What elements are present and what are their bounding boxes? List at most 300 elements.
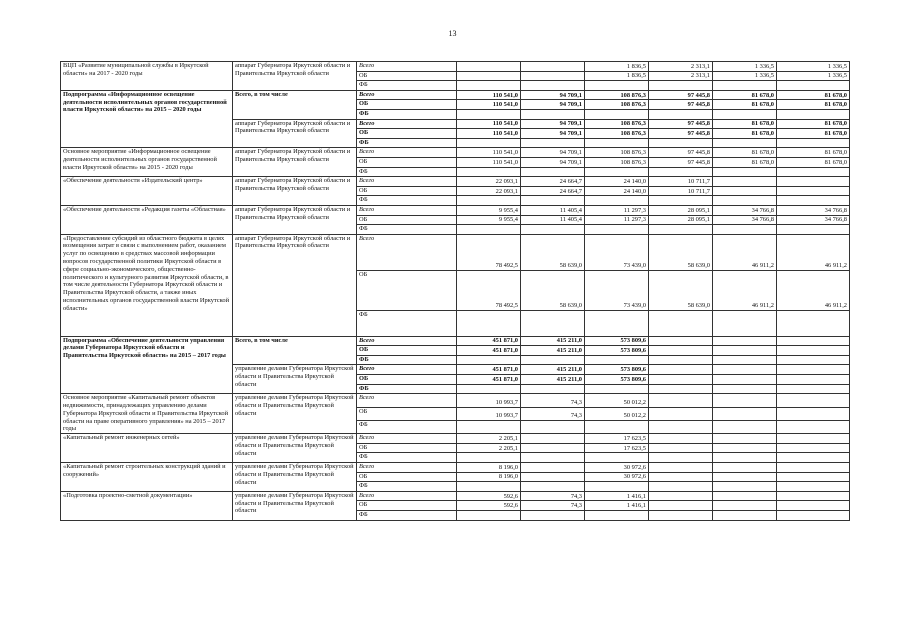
year-amount-cell: 110 541,0 [457, 129, 521, 139]
year-amount-cell [777, 81, 850, 91]
year-amount-cell: 1 336,5 [777, 71, 850, 81]
year-amount-cell [777, 394, 850, 407]
year-amount-cell: 81 678,0 [777, 100, 850, 110]
year-amount-cell: 46 911,2 [777, 270, 850, 310]
year-amount-cell: 46 911,2 [713, 234, 777, 270]
year-amount-cell [777, 225, 850, 235]
year-amount-cell [713, 196, 777, 206]
year-amount-cell: 81 678,0 [777, 90, 850, 100]
year-amount-cell [457, 167, 521, 177]
funding-source: ФБ [357, 453, 457, 463]
executor-name: аппарат Губернатора Иркутской области и Правительства Иркутской области [233, 62, 357, 91]
year-amount-cell [777, 453, 850, 463]
year-amount-cell [713, 510, 777, 520]
year-amount-cell [649, 365, 713, 375]
executor-name: аппарат Губернатора Иркутской области и Правительства Иркутской области [233, 119, 357, 148]
year-amount-cell [585, 510, 649, 520]
year-amount-cell [649, 501, 713, 511]
funding-source: ОБ [357, 71, 457, 81]
year-amount-cell: 24 664,7 [521, 177, 585, 187]
year-amount-cell [713, 186, 777, 196]
year-amount-cell [649, 491, 713, 501]
year-amount-cell: 108 876,3 [585, 157, 649, 167]
year-amount-cell [585, 384, 649, 394]
year-amount-cell: 11 297,3 [585, 215, 649, 225]
year-amount-cell [713, 177, 777, 187]
program-name: ВЦП «Развитие муниципальной службы в Иркутской области» на 2017 - 2020 годы [61, 62, 233, 91]
year-amount-cell [521, 81, 585, 91]
year-amount-cell: 11 405,4 [521, 205, 585, 215]
executor-name: управление делами Губернатора Иркутской области и Правительства Иркутской области [233, 434, 357, 463]
year-amount-cell [457, 510, 521, 520]
year-amount-cell: 81 678,0 [777, 157, 850, 167]
year-amount-cell [457, 482, 521, 492]
year-amount-cell [521, 443, 585, 453]
year-amount-cell: 81 678,0 [713, 129, 777, 139]
year-amount-cell: 24 664,7 [521, 186, 585, 196]
year-amount-cell: 592,6 [457, 491, 521, 501]
funding-source: ФБ [357, 196, 457, 206]
year-amount-cell: 97 445,8 [649, 157, 713, 167]
year-amount-cell [649, 138, 713, 148]
table-row [61, 336, 850, 346]
funding-source: ОБ [357, 270, 457, 310]
year-amount-cell [713, 346, 777, 356]
budget-table [60, 61, 850, 521]
year-amount-cell: 74,3 [521, 491, 585, 501]
table-row [61, 205, 850, 215]
year-amount-cell [777, 355, 850, 365]
funding-source: ФБ [357, 109, 457, 119]
year-amount-cell [521, 71, 585, 81]
year-amount-cell: 10 711,7 [649, 177, 713, 187]
year-amount-cell [713, 355, 777, 365]
year-amount-cell: 415 211,0 [521, 346, 585, 356]
year-amount-cell: 451 871,0 [457, 336, 521, 346]
year-amount-cell [457, 225, 521, 235]
year-amount-cell [649, 443, 713, 453]
funding-source: Всего [357, 491, 457, 501]
year-amount-cell [585, 482, 649, 492]
year-amount-cell: 573 809,6 [585, 375, 649, 385]
year-amount-cell [457, 355, 521, 365]
year-amount-cell: 34 766,8 [713, 215, 777, 225]
executor-name: Всего, в том числе [233, 336, 357, 365]
year-amount-cell [713, 336, 777, 346]
year-amount-cell [457, 71, 521, 81]
year-amount-cell [521, 453, 585, 463]
year-amount-cell [649, 81, 713, 91]
funding-source: ФБ [357, 81, 457, 91]
executor-name: управление делами Губернатора Иркутской области и Правительства Иркутской области [233, 463, 357, 492]
year-amount-cell [713, 81, 777, 91]
year-amount-cell: 1 416,1 [585, 491, 649, 501]
year-amount-cell [585, 109, 649, 119]
year-amount-cell: 28 095,1 [649, 215, 713, 225]
funding-source: Всего [357, 463, 457, 473]
executor-name: аппарат Губернатора Иркутской области и Правительства Иркутской области [233, 234, 357, 336]
year-amount-cell [713, 225, 777, 235]
program-name: «Капитальный ремонт инженерных сетей» [61, 434, 233, 463]
year-amount-cell [585, 453, 649, 463]
funding-source: ФБ [357, 138, 457, 148]
year-amount-cell [521, 167, 585, 177]
year-amount-cell [585, 138, 649, 148]
year-amount-cell [521, 384, 585, 394]
year-amount-cell [777, 472, 850, 482]
year-amount-cell: 81 678,0 [777, 129, 850, 139]
year-amount-cell: 9 955,4 [457, 215, 521, 225]
year-amount-cell [585, 225, 649, 235]
year-amount-cell [713, 420, 777, 433]
year-amount-cell [777, 138, 850, 148]
funding-source: ОБ [357, 501, 457, 511]
year-amount-cell [777, 336, 850, 346]
year-amount-cell: 11 297,3 [585, 205, 649, 215]
year-amount-cell: 81 678,0 [713, 90, 777, 100]
year-amount-cell: 10 711,7 [649, 186, 713, 196]
year-amount-cell [713, 394, 777, 407]
year-amount-cell: 94 709,1 [521, 119, 585, 129]
year-amount-cell [521, 62, 585, 72]
year-amount-cell [777, 407, 850, 420]
year-amount-cell: 97 445,8 [649, 119, 713, 129]
table-row [61, 148, 850, 158]
year-amount-cell: 73 439,0 [585, 234, 649, 270]
year-amount-cell: 22 093,1 [457, 186, 521, 196]
year-amount-cell [649, 109, 713, 119]
year-amount-cell: 573 809,6 [585, 365, 649, 375]
year-amount-cell: 46 911,2 [713, 270, 777, 310]
year-amount-cell [777, 434, 850, 444]
year-amount-cell [713, 501, 777, 511]
year-amount-cell: 94 709,1 [521, 90, 585, 100]
year-amount-cell: 110 541,0 [457, 90, 521, 100]
year-amount-cell: 415 211,0 [521, 336, 585, 346]
funding-source: ОБ [357, 443, 457, 453]
year-amount-cell [521, 196, 585, 206]
year-amount-cell [649, 510, 713, 520]
year-amount-cell [649, 434, 713, 444]
year-amount-cell: 108 876,3 [585, 119, 649, 129]
year-amount-cell: 50 012,2 [585, 407, 649, 420]
year-amount-cell: 30 972,6 [585, 463, 649, 473]
funding-source: Всего [357, 62, 457, 72]
funding-source: Всего [357, 90, 457, 100]
year-amount-cell: 8 196,0 [457, 463, 521, 473]
year-amount-cell: 8 196,0 [457, 472, 521, 482]
year-amount-cell: 108 876,3 [585, 100, 649, 110]
year-amount-cell: 10 993,7 [457, 407, 521, 420]
year-amount-cell: 110 541,0 [457, 100, 521, 110]
executor-name: управление делами Губернатора Иркутской области и Правительства Иркутской области [233, 365, 357, 394]
year-amount-cell [777, 384, 850, 394]
year-amount-cell [777, 510, 850, 520]
funding-source: ОБ [357, 215, 457, 225]
year-amount-cell [649, 384, 713, 394]
year-amount-cell [521, 472, 585, 482]
funding-source: Всего [357, 119, 457, 129]
year-amount-cell [777, 420, 850, 433]
year-amount-cell [713, 443, 777, 453]
year-amount-cell: 81 678,0 [713, 100, 777, 110]
year-amount-cell: 1 336,5 [713, 62, 777, 72]
table-row [61, 463, 850, 473]
funding-source: ФБ [357, 420, 457, 433]
year-amount-cell: 81 678,0 [713, 148, 777, 158]
year-amount-cell [713, 109, 777, 119]
year-amount-cell [713, 375, 777, 385]
year-amount-cell [777, 482, 850, 492]
year-amount-cell [713, 453, 777, 463]
year-amount-cell [585, 420, 649, 433]
program-name: Основное мероприятие «Капитальный ремонт объектов недвижимости, принадлежащих управлению делами Губернатора Иркутской области и Правительства Иркутской области на праве оперативного управления» на 2015 – 2017 годы [61, 394, 233, 434]
year-amount-cell [649, 375, 713, 385]
year-amount-cell [777, 491, 850, 501]
year-amount-cell [457, 81, 521, 91]
year-amount-cell [713, 463, 777, 473]
year-amount-cell [585, 196, 649, 206]
year-amount-cell: 94 709,1 [521, 129, 585, 139]
year-amount-cell: 592,6 [457, 501, 521, 511]
year-amount-cell [777, 463, 850, 473]
program-name: «Предоставление субсидий из областного бюджета в целях возмещения затрат в связи с выполнением работ, оказанием услуг по освещению в средствах массовой информации вопросов государственной политики Иркутской области в сфере социально-экономического, общественно-политического и культурного развития Иркутской области, в том числе деятельности Губернатора Иркутской области и Правительства Иркутской области, а также иных исполнительных органов государственной власти Иркутской области» [61, 234, 233, 336]
year-amount-cell: 58 639,0 [649, 234, 713, 270]
year-amount-cell: 2 313,1 [649, 62, 713, 72]
executor-name: Всего, в том числе [233, 90, 357, 119]
year-amount-cell [521, 482, 585, 492]
year-amount-cell: 110 541,0 [457, 157, 521, 167]
year-amount-cell: 451 871,0 [457, 375, 521, 385]
year-amount-cell: 81 678,0 [777, 148, 850, 158]
year-amount-cell: 451 871,0 [457, 365, 521, 375]
year-amount-cell: 1 336,5 [713, 71, 777, 81]
year-amount-cell [585, 167, 649, 177]
table-row [61, 62, 850, 72]
year-amount-cell [649, 482, 713, 492]
year-amount-cell [777, 109, 850, 119]
year-amount-cell: 17 623,5 [585, 443, 649, 453]
funding-source: ОБ [357, 407, 457, 420]
year-amount-cell: 573 809,6 [585, 346, 649, 356]
year-amount-cell: 1 836,5 [585, 71, 649, 81]
year-amount-cell: 34 766,8 [777, 215, 850, 225]
year-amount-cell: 78 492,5 [457, 270, 521, 310]
table-row [61, 434, 850, 444]
year-amount-cell: 78 492,5 [457, 234, 521, 270]
year-amount-cell [649, 167, 713, 177]
year-amount-cell: 74,3 [521, 394, 585, 407]
year-amount-cell [457, 196, 521, 206]
year-amount-cell: 2 205,1 [457, 443, 521, 453]
year-amount-cell: 81 678,0 [777, 119, 850, 129]
year-amount-cell: 28 095,1 [649, 205, 713, 215]
funding-source: Всего [357, 148, 457, 158]
funding-source: ФБ [357, 510, 457, 520]
year-amount-cell [649, 394, 713, 407]
year-amount-cell [777, 346, 850, 356]
year-amount-cell [713, 472, 777, 482]
table-row [61, 90, 850, 100]
year-amount-cell: 74,3 [521, 407, 585, 420]
year-amount-cell [585, 310, 649, 336]
funding-source: ФБ [357, 167, 457, 177]
page-number: 13 [448, 29, 457, 38]
year-amount-cell [713, 407, 777, 420]
funding-source: ФБ [357, 482, 457, 492]
year-amount-cell: 81 678,0 [713, 157, 777, 167]
year-amount-cell: 94 709,1 [521, 148, 585, 158]
year-amount-cell [649, 346, 713, 356]
year-amount-cell: 1 336,5 [777, 62, 850, 72]
year-amount-cell: 1 416,1 [585, 501, 649, 511]
year-amount-cell: 30 972,6 [585, 472, 649, 482]
year-amount-cell [457, 384, 521, 394]
year-amount-cell [777, 501, 850, 511]
year-amount-cell: 2 205,1 [457, 434, 521, 444]
funding-source: ОБ [357, 472, 457, 482]
funding-source: Всего [357, 394, 457, 407]
year-amount-cell: 1 836,5 [585, 62, 649, 72]
year-amount-cell [713, 167, 777, 177]
funding-source: ФБ [357, 355, 457, 365]
year-amount-cell [777, 186, 850, 196]
year-amount-cell: 81 678,0 [713, 119, 777, 129]
program-name: Подпрограмма «Обеспечение деятельности управления делами Губернатора Иркутской области и Правительства Иркутской области» на 2015 – 2017 годы [61, 336, 233, 394]
year-amount-cell [649, 453, 713, 463]
year-amount-cell [521, 434, 585, 444]
program-name: Подпрограмма «Информационное освещение деятельности исполнительных органов государственной власти Иркутской области» на 2015 – 2020 годы [61, 90, 233, 148]
year-amount-cell: 24 140,0 [585, 186, 649, 196]
year-amount-cell [649, 196, 713, 206]
year-amount-cell [521, 355, 585, 365]
year-amount-cell [457, 453, 521, 463]
table-row [61, 394, 850, 407]
year-amount-cell [649, 225, 713, 235]
year-amount-cell: 58 639,0 [521, 234, 585, 270]
year-amount-cell [457, 310, 521, 336]
year-amount-cell: 108 876,3 [585, 90, 649, 100]
program-name: «Обеспечение деятельности «Издательский центр» [61, 177, 233, 206]
year-amount-cell [777, 177, 850, 187]
program-name: «Подготовка проектно-сметной документации» [61, 491, 233, 520]
year-amount-cell [713, 365, 777, 375]
program-name: «Обеспечение деятельности «Редакция газеты «Областная» [61, 205, 233, 234]
funding-source: ФБ [357, 310, 457, 336]
executor-name: аппарат Губернатора Иркутской области и Правительства Иркутской области [233, 148, 357, 177]
year-amount-cell [521, 138, 585, 148]
funding-source: ОБ [357, 129, 457, 139]
year-amount-cell: 34 766,8 [713, 205, 777, 215]
year-amount-cell: 17 623,5 [585, 434, 649, 444]
funding-source: ФБ [357, 225, 457, 235]
year-amount-cell [713, 482, 777, 492]
funding-source: ОБ [357, 375, 457, 385]
year-amount-cell: 22 093,1 [457, 177, 521, 187]
year-amount-cell [521, 310, 585, 336]
year-amount-cell: 46 911,2 [777, 234, 850, 270]
executor-name: аппарат Губернатора Иркутской области и Правительства Иркутской области [233, 205, 357, 234]
year-amount-cell [649, 420, 713, 433]
funding-source: Всего [357, 365, 457, 375]
year-amount-cell: 58 639,0 [521, 270, 585, 310]
funding-source: Всего [357, 205, 457, 215]
year-amount-cell: 94 709,1 [521, 157, 585, 167]
funding-source: Всего [357, 234, 457, 270]
year-amount-cell: 108 876,3 [585, 148, 649, 158]
year-amount-cell [649, 407, 713, 420]
year-amount-cell: 415 211,0 [521, 365, 585, 375]
year-amount-cell: 110 541,0 [457, 119, 521, 129]
year-amount-cell [457, 420, 521, 433]
year-amount-cell [457, 62, 521, 72]
year-amount-cell: 108 876,3 [585, 129, 649, 139]
year-amount-cell: 50 012,2 [585, 394, 649, 407]
executor-name: аппарат Губернатора Иркутской области и Правительства Иркутской области [233, 177, 357, 206]
year-amount-cell [777, 310, 850, 336]
year-amount-cell: 110 541,0 [457, 148, 521, 158]
year-amount-cell [585, 81, 649, 91]
year-amount-cell: 74,3 [521, 501, 585, 511]
year-amount-cell: 73 439,0 [585, 270, 649, 310]
year-amount-cell [777, 443, 850, 453]
year-amount-cell: 415 211,0 [521, 375, 585, 385]
year-amount-cell: 97 445,8 [649, 90, 713, 100]
year-amount-cell [777, 365, 850, 375]
year-amount-cell [713, 491, 777, 501]
year-amount-cell: 573 809,6 [585, 336, 649, 346]
funding-source: ОБ [357, 186, 457, 196]
year-amount-cell: 97 445,8 [649, 129, 713, 139]
year-amount-cell [777, 196, 850, 206]
year-amount-cell [521, 510, 585, 520]
year-amount-cell [521, 225, 585, 235]
year-amount-cell [777, 167, 850, 177]
year-amount-cell [649, 310, 713, 336]
year-amount-cell: 2 313,1 [649, 71, 713, 81]
year-amount-cell [521, 109, 585, 119]
year-amount-cell: 97 445,8 [649, 148, 713, 158]
table-row [61, 234, 850, 270]
year-amount-cell [457, 109, 521, 119]
funding-source: Всего [357, 177, 457, 187]
year-amount-cell [649, 472, 713, 482]
funding-source: ОБ [357, 157, 457, 167]
program-name: «Капитальный ремонт строительных конструкций зданий и сооружений» [61, 463, 233, 492]
year-amount-cell: 9 955,4 [457, 205, 521, 215]
table-row [61, 491, 850, 501]
funding-source: ОБ [357, 100, 457, 110]
year-amount-cell: 97 445,8 [649, 100, 713, 110]
year-amount-cell [649, 336, 713, 346]
table-row [61, 177, 850, 187]
year-amount-cell [649, 355, 713, 365]
year-amount-cell [777, 375, 850, 385]
funding-source: ОБ [357, 346, 457, 356]
year-amount-cell: 451 871,0 [457, 346, 521, 356]
year-amount-cell: 24 140,0 [585, 177, 649, 187]
funding-source: Всего [357, 336, 457, 346]
year-amount-cell: 94 709,1 [521, 100, 585, 110]
executor-name: управление делами Губернатора Иркутской области и Правительства Иркутской области [233, 491, 357, 520]
year-amount-cell [713, 384, 777, 394]
year-amount-cell [713, 138, 777, 148]
year-amount-cell [649, 463, 713, 473]
year-amount-cell [521, 463, 585, 473]
funding-source: ФБ [357, 384, 457, 394]
year-amount-cell: 10 993,7 [457, 394, 521, 407]
executor-name: управление делами Губернатора Иркутской области и Правительства Иркутской области [233, 394, 357, 434]
